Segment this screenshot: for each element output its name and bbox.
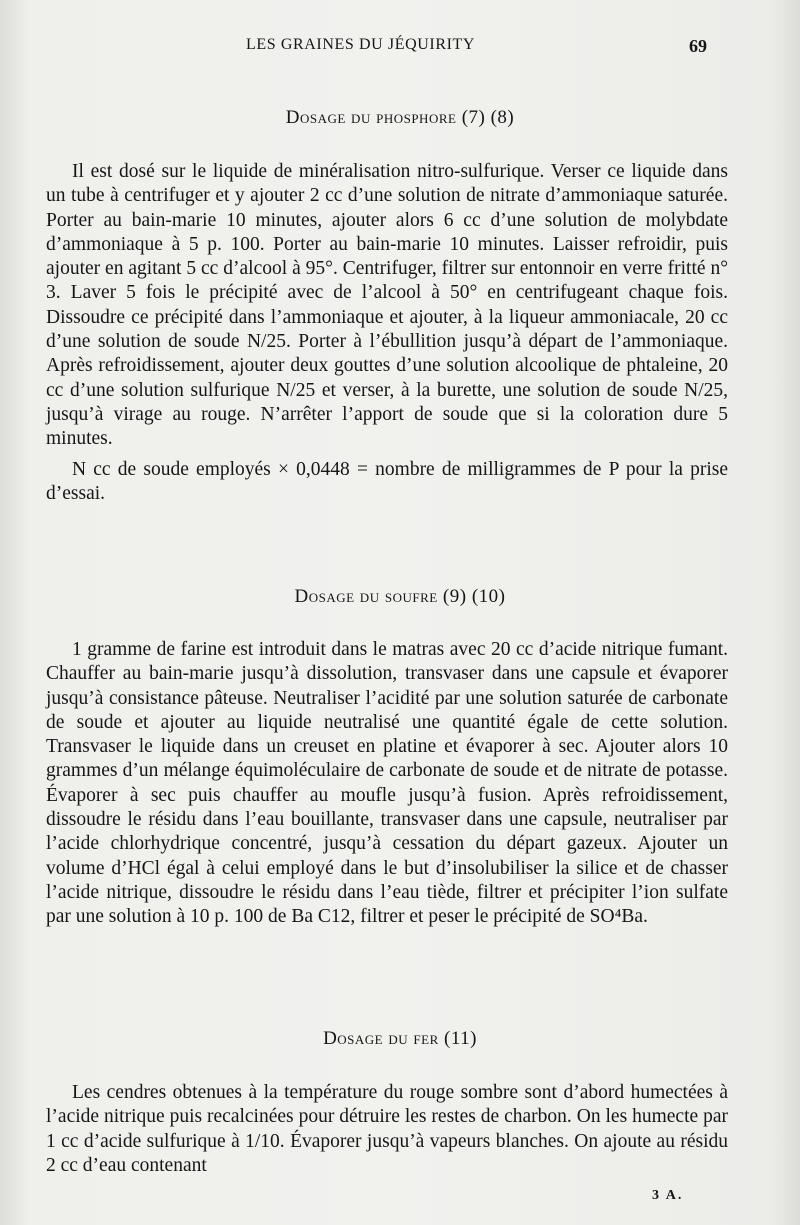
section-heading-fer: Dosage du fer (11) [323,1028,477,1049]
running-title: LES GRAINES DU JÉQUIRITY [246,36,476,53]
paragraph: Il est dosé sur le liquide de minéralisation nitro-sulfurique. Verser ce liquide dans un tube à centrifuger et y ajouter 2 cc d’une solution de nitrate d’ammoniaque saturée. Porter au bain-marie 10 minutes, ajouter alors 6 cc d’une solution de molybdate d’ammoniaque à 5 p. 100. Porter au bain-marie 10 minutes. Laisser refroidir, puis ajouter en agitant 5 cc d’alcool à 95°. Centrifuger, filtrer sur entonnoir en verre fritté n° 3. Laver 5 fois le précipité avec de l’alcool à 50° en centrifugeant chaque fois. Dissoudre ce précipité dans l’ammoniaque et ajouter, à la liqueur ammoniacale, 20 cc d’une solution de soude N/25. Porter à l’ébullition jusqu’à départ de l’ammoniaque. Après refroidissement, ajouter deux gouttes d’une solution alcoolique de phtaleine, 20 cc d’une solution sulfurique N/25 et verser, à la burette, une solution de soude N/25, jusqu’à virage au rouge. N’arrêter l’apport de soude que si la coloration dure 5 minutes. [46,161,728,450]
section-body-phosphore [46,160,728,506]
section-heading-phosphore: Dosage du phosphore (7) (8) [285,107,515,128]
page-number: 69 [689,36,707,56]
paragraph: Les cendres obtenues à la température du rouge sombre sont d’abord humectées à l’acide nitrique puis recalcinées pour détruire les restes de charbon. On les humecte par 1 cc d’acide sulfurique à 1/10. Évaporer jusqu’à vapeurs blanches. On ajoute au résidu 2 cc d’eau contenant [46,1082,728,1176]
signature-mark: 3 A. [652,1188,684,1203]
paragraph: 1 gramme de farine est introduit dans le matras avec 20 cc d’acide nitrique fumant. Chauffer au bain-marie jusqu’à dissolution, transvaser dans une capsule et évaporer jusqu’à consistance pâteuse. Neutraliser l’acidité par une solution saturée de carbonate de soude et ajouter au liquide neutralisé une quantité égale de cette solution. Transvaser le liquide dans un creuset en platine et évaporer à sec. Ajouter alors 10 grammes d’un mélange équimoléculaire de carbonate de soude et de nitrate de potasse. Évaporer à sec puis chauffer au moufle jusqu’à fusion. Après refroidissement, dissoudre le résidu dans l’eau bouillante, transvaser dans une capsule, neutraliser par l’acide chlorhydrique concentré, jusqu’à cessation du départ gazeux. Ajouter un volume d’HCl égal à celui employé dans le but d’insolubiliser la silice et de chasser l’acide nitrique, dissoudre le résidu dans l’eau tiède, filtrer et précipiter l’ion sulfate par une solution à 10 p. 100 de Ba C12, filtrer et peser le précipité de SO⁴Ba. [46,639,728,928]
section-heading-soufre: Dosage du soufre (9) (10) [294,586,506,607]
section-body-soufre [46,638,728,930]
running-head [0,36,800,60]
section-body-fer [46,1081,728,1178]
paragraph: N cc de soude employés × 0,0448 = nombre de milligrammes de P pour la prise d’essai. [46,458,728,504]
